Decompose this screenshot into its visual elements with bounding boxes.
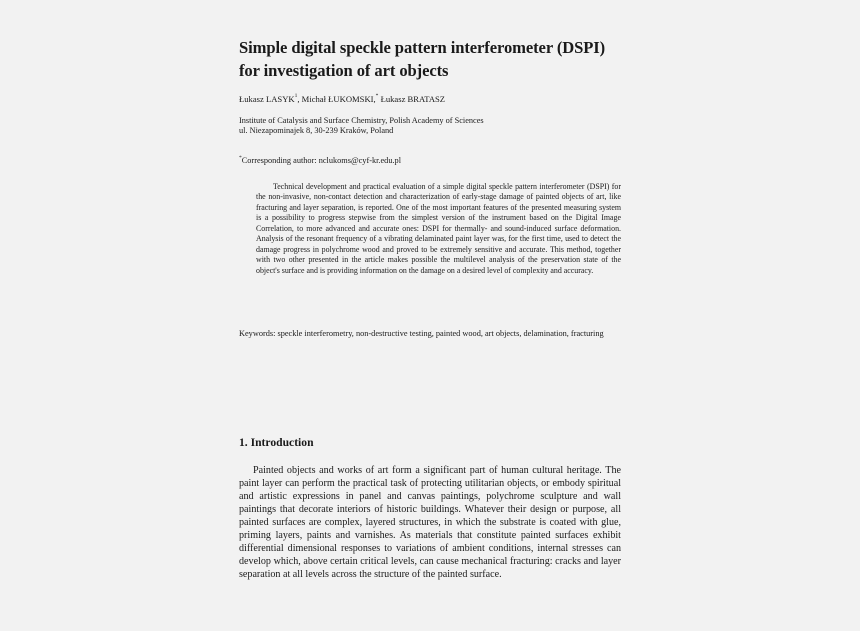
affiliation-line-2: ul. Niezapominajek 8, 30-239 Kraków, Poland	[239, 126, 394, 135]
corresponding-mark: *	[239, 155, 242, 161]
paper-page	[239, 36, 621, 581]
abstract: Technical development and practical evaluation of a simple digital speckle pattern interferometer (DSPI) for the non-invasive, non-contact detection and characterization of early-stage damage of painted objects of art, like fracturing and layer separation, is reported. One of the most important features of the presented measuring system is a possibility to progress stepwise from the simplest version of the instrument based on the Digital Image Correlation, to more advanced and accurate ones: DSPI for thermally- and sound-induced surface deformation. Analysis of the resonant frequency of a vibrating delaminated paint layer was, for the first time, used to detect the damage progress in polychrome wood and proved to be extremely sensitive and accurate. This method, together with two other presented in the article makes possible the multilevel analysis of the preservation state of the object's surface and is providing information on the damage on a desired level of complexity and accuracy.	[256, 182, 621, 275]
paper-title	[239, 36, 621, 82]
keywords: Keywords: speckle interferometry, non-destructive testing, painted wood, art objects, delamination, fracturing	[239, 329, 604, 338]
corresponding-author-email: Corresponding author: nclukoms@cyf-kr.edu.pl	[241, 156, 402, 165]
author-separator: ,	[297, 94, 302, 104]
section-heading-introduction: 1. Introduction	[239, 436, 314, 449]
author-2-corresponding-mark: *	[375, 93, 379, 99]
author-2: Michał ŁUKOMSKI,	[301, 94, 376, 104]
author-1-affiliation-mark: 1	[294, 93, 298, 99]
author-3: Łukasz BRATASZ	[380, 94, 446, 104]
affiliation	[239, 116, 484, 136]
affiliation-line-1: Institute of Catalysis and Surface Chemistry, Polish Academy of Sciences	[239, 116, 484, 125]
paper-title-line1: Simple digital speckle pattern interferometer (DSPI)	[239, 38, 606, 57]
paper-title-line2: for investigation of art objects	[239, 61, 449, 80]
author-1: Łukasz LASYK	[239, 94, 295, 104]
corresponding-author	[239, 156, 401, 165]
author-list	[239, 94, 445, 104]
introduction-paragraph: Painted objects and works of art form a significant part of human cultural heritage. The paint layer can perform the practical task of protecting utilitarian objects, or embody spiritual and artistic expressions in panel and canvas paintings, polychrome sculpture and wall paintings that decorate interiors of historic buildings. Whatever their design or purpose, all painted surfaces are complex, layered structures, in which the substrate is coated with glue, priming layers, paints and varnishes. As materials that constitute painted surfaces exhibit differential dimensional responses to variations of ambient conditions, internal stresses can develop which, above certain critical levels, can cause mechanical fracturing: cracks and layer separation at all levels across the structure of the painted surface.	[239, 465, 621, 581]
